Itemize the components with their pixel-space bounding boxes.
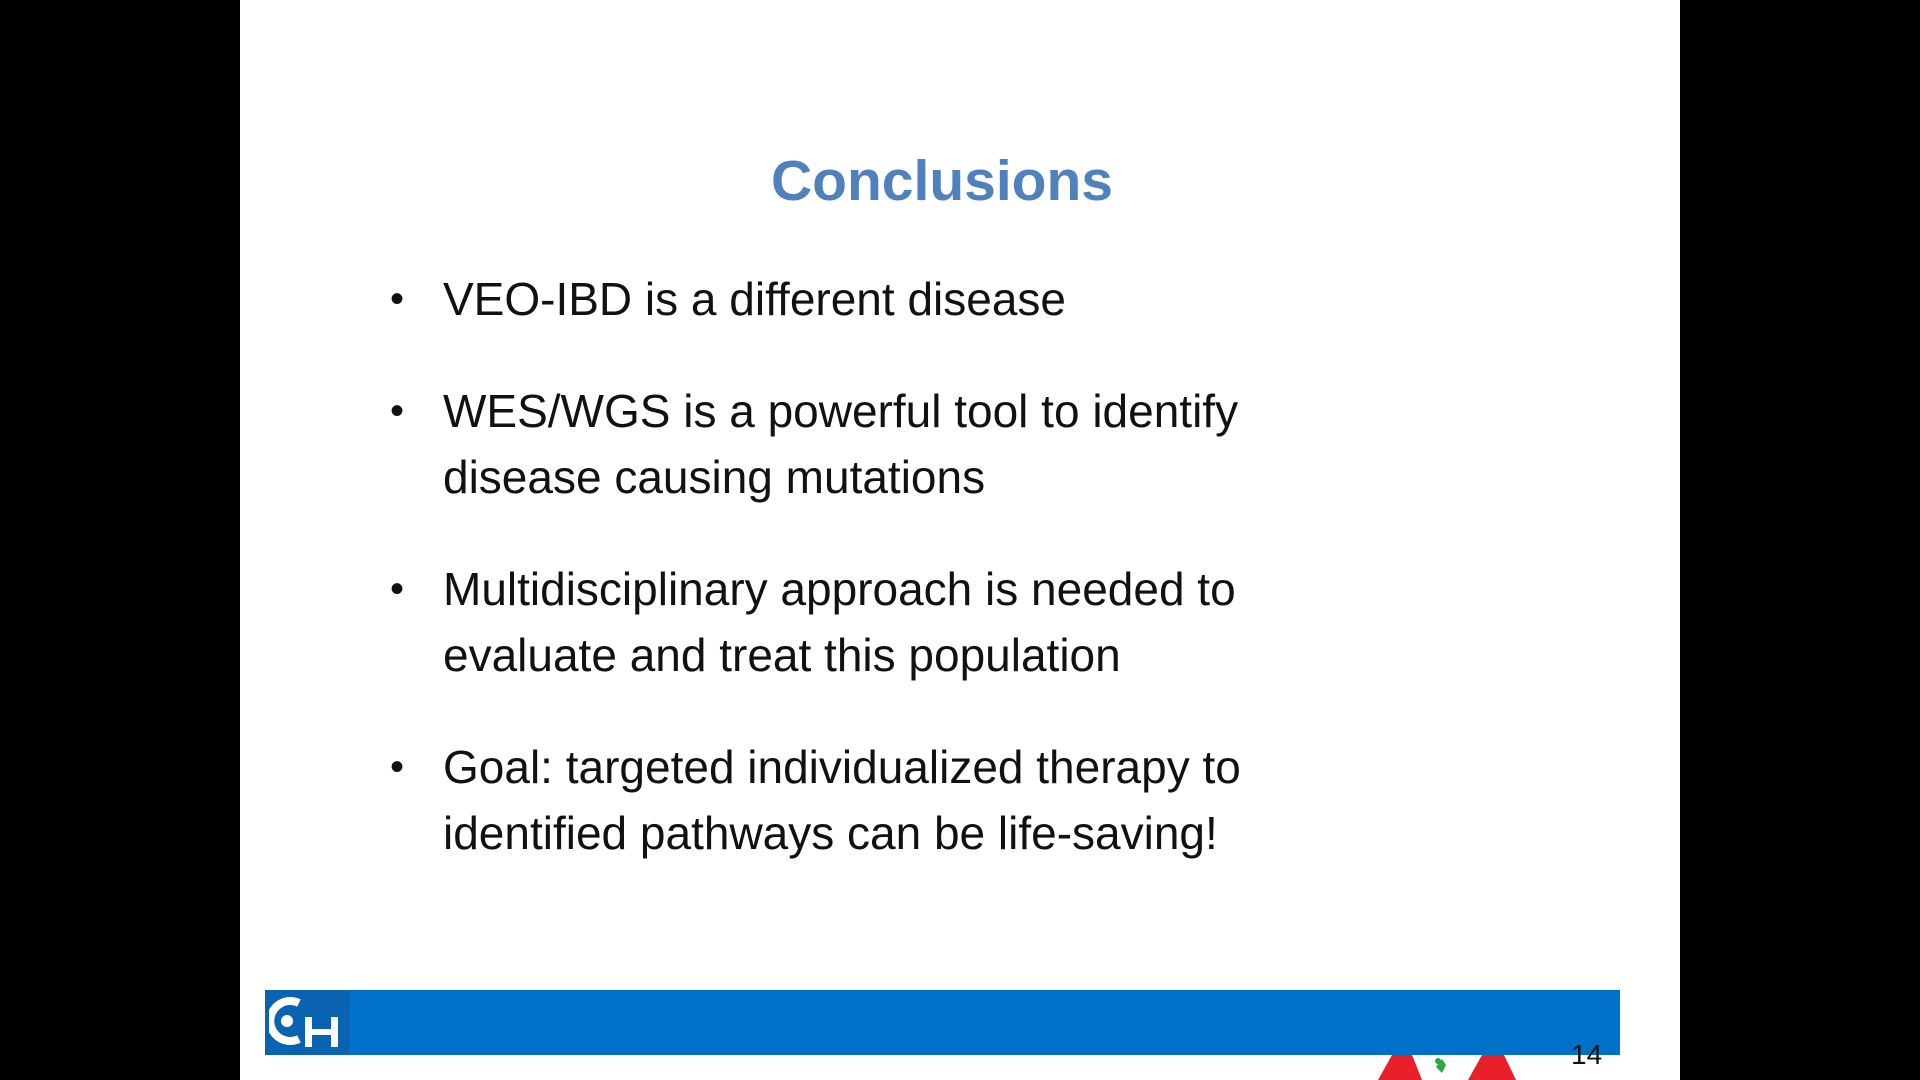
bullet-marker: •: [390, 567, 405, 611]
bullet-marker: •: [390, 389, 405, 433]
footer-bar: [265, 990, 1620, 1055]
bullet-text: VEO-IBD is a different disease: [443, 273, 1066, 325]
partner-logo-icon: [1368, 1055, 1578, 1080]
ch-logo-icon: [265, 990, 349, 1055]
bullet-text: Goal: targeted individualized therapy to identified pathways can be life-saving!: [443, 741, 1241, 859]
bullet-list: [240, 0, 1680, 1080]
slide-title: Conclusions: [770, 149, 1114, 213]
ch-logo-graphic: [269, 995, 345, 1051]
bullet-marker: •: [390, 745, 405, 789]
bullet-marker: •: [390, 277, 405, 321]
page-number: 14: [1571, 1039, 1603, 1070]
bullet-text: WES/WGS is a powerful tool to identify disease causing mutations: [443, 385, 1239, 503]
slide: [240, 0, 1680, 1080]
bullet-text: Multidisciplinary approach is needed to evaluate and treat this population: [443, 563, 1236, 681]
